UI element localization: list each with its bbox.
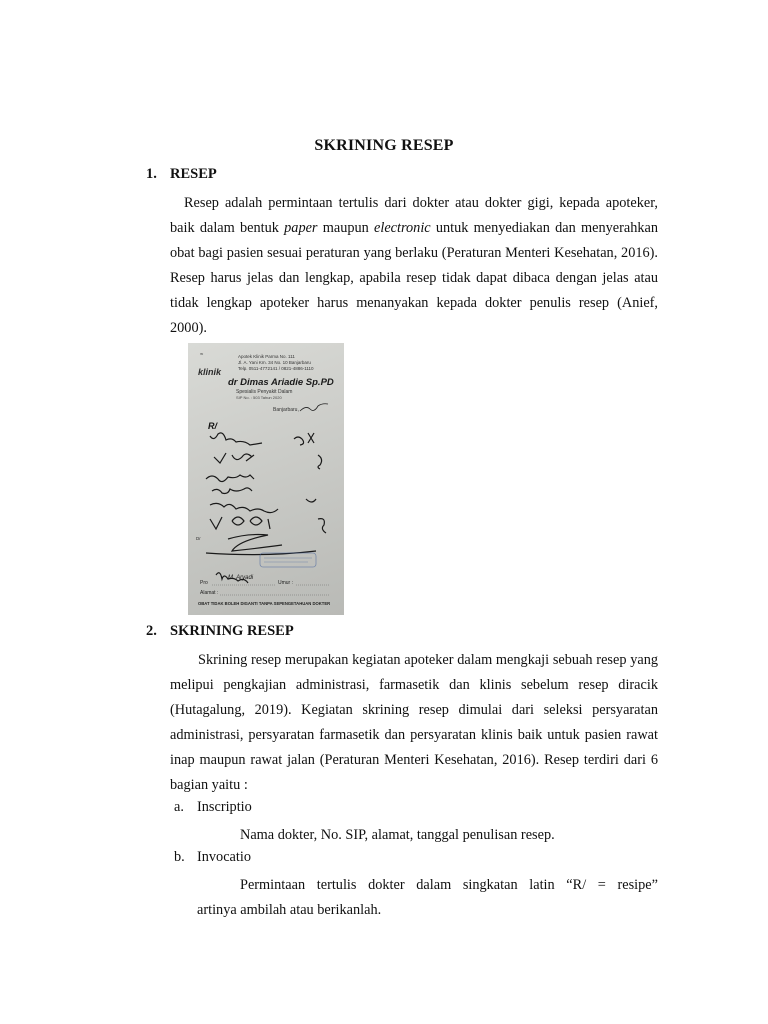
list-item-a-label: Inscriptio <box>197 799 252 815</box>
section-2-paragraph <box>170 648 658 798</box>
doctor-sip: SIP No. : 503 Tahun 2020 <box>236 395 282 400</box>
list-item-b-desc-2: artinya ambilah atau berikanlah. <box>197 902 382 918</box>
para-text-c: untuk menyediakan dan menyerahkan obat bagi pasien sesuai peraturan yang berlaku (Peraturan Menteri Kesehatan, 2016). Resep harus jelas dan lengkap, apabila resep tidak dapat dibaca dengan jelas atau tidak lengkap apoteker harus menanyakan kepada dokter penulis resep (Anief, 2000). <box>170 220 658 336</box>
list-item-a-desc: Nama dokter, No. SIP, alamat, tanggal penulisan resep. <box>240 827 555 843</box>
prescription-photo <box>188 343 344 615</box>
svg-text:≈: ≈ <box>200 352 204 358</box>
pro-label: Pro <box>200 580 208 586</box>
section-1-title: RESEP <box>170 166 217 182</box>
list-item-a <box>174 799 252 816</box>
umur-label: Umur : <box>278 580 293 586</box>
section-2-number: 2. <box>146 623 157 639</box>
pharmacy-line-3: Telp. 0511-4772141 / 0821-4886-1110 <box>238 366 314 371</box>
para-text-b: maupun <box>317 220 375 236</box>
section-2-text: Skrining resep merupakan kegiatan apoteker dalam mengkaji sebuah resep yang melipui pengkajian administrasi, farmasetik dan klinis sebelum resep diracik (Hutagalung, 2019). Kegiatan skrining resep dimulai dari seleksi persyaratan administrasi, persyaratan farmasetik dan persyaratan klinis baik untuk pasien rawat inap maupun rawat jalan (Peraturan Menteri Kesehatan, 2016). Resep terdiri dari 6 bagian yaitu : <box>170 652 658 793</box>
section-2-heading <box>146 623 294 640</box>
stamp <box>260 553 316 567</box>
handwritten-lines <box>206 433 326 583</box>
para-text-a: Resep adalah permintaan tertulis dari dokter atau dokter gigi, kepada apoteker, baik dalam bentuk <box>170 195 658 236</box>
list-item-b-desc-1: Permintaan tertulis dokter dalam singkatan latin “R/ = resipe” <box>240 877 658 893</box>
section-1-number: 1. <box>146 166 157 182</box>
alamat-label: Alamat : <box>200 590 219 596</box>
section-1-paragraph <box>170 191 658 341</box>
doctor-specialty: Spesialis Penyakit Dalam <box>236 389 293 395</box>
section-2-title: SKRINING RESEP <box>170 623 294 639</box>
list-item-b-letter: b. <box>174 849 185 865</box>
list-item-b <box>174 849 251 866</box>
section-1-heading <box>146 166 217 183</box>
list-item-b-label: Invocatio <box>197 849 251 865</box>
dr-label: Dr <box>196 536 201 541</box>
pharmacy-line-2: Jl. A. Yani Km. 34 No. 10 Banjarbaru <box>238 360 311 365</box>
patient-name-handwritten: M. Aryadi <box>228 575 254 581</box>
para-em-paper: paper <box>284 220 318 236</box>
doctor-name: dr Dimas Ariadie Sp.PD <box>228 377 334 388</box>
pharmacy-line-1: Apotek Klinik Parma No. 111 <box>238 354 295 359</box>
rx-symbol: R/ <box>208 421 217 431</box>
list-item-a-letter: a. <box>174 799 184 815</box>
page-title: SKRINING RESEP <box>314 137 454 154</box>
para-em-electronic: electronic <box>374 220 431 236</box>
handwritten-date <box>300 404 328 411</box>
prescription-footer: OBAT TIDAK BOLEH DIGANTI TANPA SEPENGETAHUAN DOKTER <box>198 601 331 606</box>
clinic-logo: klinik <box>198 367 222 377</box>
prescription-city: Banjarbaru, <box>273 407 299 413</box>
